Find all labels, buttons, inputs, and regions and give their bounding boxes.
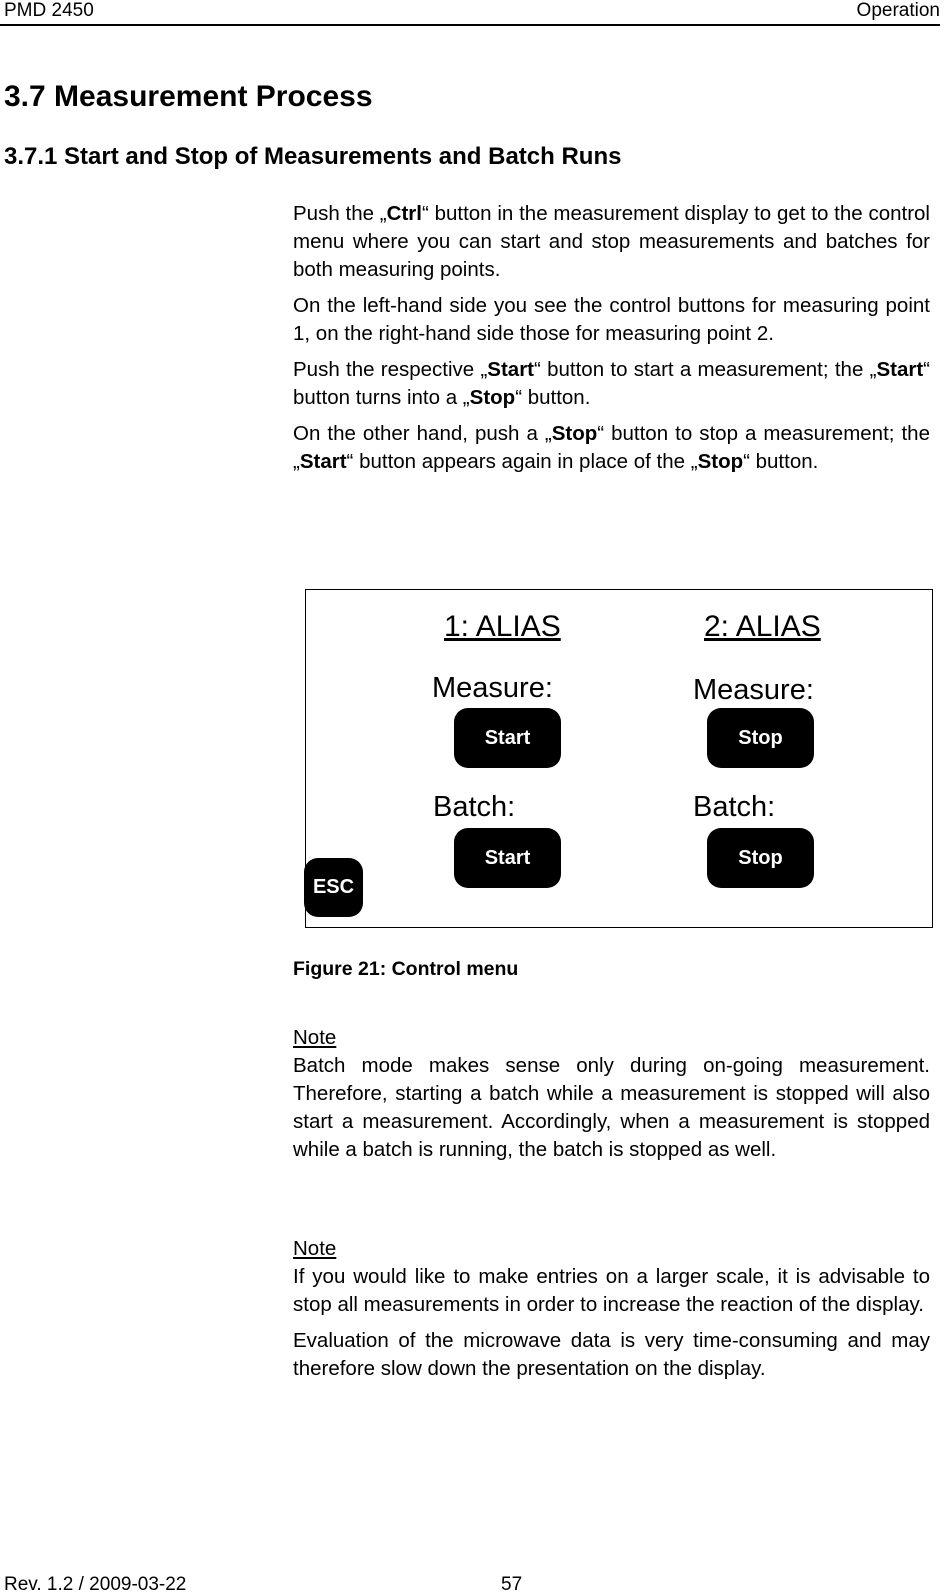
header-divider: [0, 24, 940, 26]
point1-measure-label: Measure:: [432, 672, 553, 704]
paragraph-start: Push the respective „Start“ button to start a measurement; the „Start“ button turns into a „Stop“ button.: [293, 358, 930, 409]
point1-batch-label: Batch:: [433, 791, 516, 823]
note-1: [293, 1024, 930, 1172]
point1-measure-start-button[interactable]: Start: [454, 708, 561, 768]
note-2: [293, 1235, 930, 1391]
header-product: PMD 2450: [4, 0, 94, 21]
note-1-heading: Note: [293, 1026, 337, 1049]
paragraph-stop: On the other hand, push a „Stop“ button to stop a measurement; the „Start“ button appears again in place of the „Stop“ button.: [293, 422, 930, 473]
subsection-title: 3.7.1 Start and Stop of Measurements and Batch Runs: [4, 143, 622, 170]
point2-measure-label: Measure:: [693, 674, 814, 706]
note-2-text-2: Evaluation of the microwave data is very time-consuming and may therefore slow down the presentation on the display.: [293, 1329, 930, 1380]
paragraph-ctrl: Push the „Ctrl“ button in the measurement display to get to the control menu where you can start and stop measurements and batches for both measuring points.: [293, 202, 930, 281]
point1-alias: 1: ALIAS: [444, 610, 561, 643]
note-2-text: If you would like to make entries on a larger scale, it is advisable to stop all measurements in order to increase the reaction of the display.: [293, 1265, 930, 1316]
point2-batch-stop-button[interactable]: Stop: [707, 828, 814, 888]
control-menu-panel: [305, 589, 933, 928]
section-title: 3.7 Measurement Process: [4, 80, 373, 113]
note-2-heading: Note: [293, 1237, 337, 1260]
point1-batch-start-button[interactable]: Start: [454, 828, 561, 888]
header-chapter: Operation: [856, 0, 940, 21]
point2-batch-label: Batch:: [693, 791, 776, 823]
page-number: 57: [501, 1574, 523, 1595]
intro-text: [293, 200, 930, 484]
esc-button[interactable]: ESC: [304, 858, 363, 917]
paragraph-sides: On the left-hand side you see the control buttons for measuring point 1, on the right-hand side those for measuring point 2.: [293, 294, 930, 345]
point2-alias: 2: ALIAS: [704, 610, 821, 643]
point2-measure-stop-button[interactable]: Stop: [707, 708, 814, 768]
footer-revision: Rev. 1.2 / 2009-03-22: [4, 1574, 187, 1595]
note-1-text: Batch mode makes sense only during on-going measurement. Therefore, starting a batch while a measurement is stopped will also start a measurement. Accordingly, when a measurement is stopped while a batch is running, the batch is stopped as well.: [293, 1054, 930, 1161]
figure-caption: Figure 21: Control menu: [293, 958, 519, 980]
